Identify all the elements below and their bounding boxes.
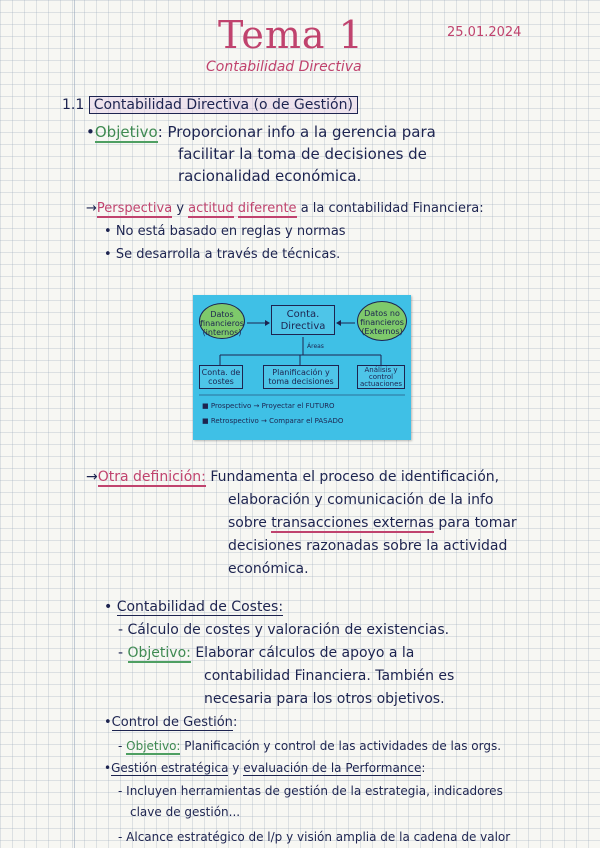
conta-costes-box: Conta. de costes (199, 365, 243, 389)
otra-definicion-line-3 (228, 514, 517, 532)
gestion-item-1-line-1: - Incluyen herramientas de gestión de la estrategia, indicadores (118, 784, 503, 798)
section-number: 1.1 (62, 97, 85, 113)
perspectiva-line: →Perspectiva y actitud diferente a la contabilidad Financiera: (86, 201, 484, 216)
perspectiva-y: y (176, 201, 185, 216)
gestion-item-1-text-1: Incluyen herramientas de gestión de la estrategia, indicadores (126, 784, 503, 798)
control-heading: •Control de Gestión: (104, 715, 238, 730)
objetivo-line-3: racionalidad económica. (178, 167, 362, 185)
areas-label: Áreas (307, 343, 324, 350)
control-heading-text: Control de Gestión (111, 715, 233, 730)
costes-objetivo-label: Objetivo: (127, 645, 191, 661)
otra-definicion-para-tomar: para tomar (438, 515, 517, 531)
gestion-heading-1: Gestión estratégica (111, 761, 229, 775)
otra-definicion-text-1: Fundamenta el proceso de identificación, (210, 469, 500, 485)
costes-item-1: Cálculo de costes y valoración de existencias. (127, 622, 450, 638)
otra-definicion-line-5: económica. (228, 561, 309, 577)
actitud-label: actitud (188, 201, 234, 216)
perspectiva-label: Perspectiva (96, 201, 173, 216)
conta-directiva-box: Conta. Directiva (271, 305, 335, 335)
gestion-item-2-text: Alcance estratégico de l/p y visión amplia de la cadena de valor (126, 830, 511, 844)
otra-definicion-line-2: elaboración y comunicación de la info (228, 492, 494, 508)
section-heading (62, 96, 358, 114)
gestion-heading-y: y (232, 761, 240, 775)
objetivo-label: Objetivo (94, 123, 158, 141)
transacciones-externas: transacciones externas (271, 515, 434, 531)
page-subtitle: Contabilidad Directiva (206, 59, 362, 75)
objetivo-text-1: Proporcionar info a la gerencia para (167, 123, 436, 141)
objetivo-line-2: facilitar la toma de decisiones de (178, 145, 427, 163)
otra-definicion-line-4: decisiones razonadas sobre la actividad (228, 538, 508, 554)
costes-heading-text: Contabilidad de Costes: (116, 599, 284, 615)
list-item: • No está basado en reglas y normas (104, 224, 346, 239)
datos-no-financieros-oval: Datos no financieros (Externos) (357, 301, 407, 341)
costes-objetivo-line-3: necesaria para los otros objetivos. (204, 691, 445, 707)
otra-definicion-line-1: →Otra definición: Fundamenta el proceso de identificación, (86, 469, 500, 485)
gestion-item-2: - Alcance estratégico de l/p y visión amplia de la cadena de valor (118, 830, 511, 844)
control-objetivo-label: Objetivo: (126, 739, 181, 753)
legend-prospectivo: ■ Prospectivo → Proyectar el FUTURO (202, 402, 335, 410)
legend-retrospectivo: ■ Retrospectivo → Comparar el PASADO (202, 417, 344, 425)
control-objetivo-line: - Objetivo: Planificación y control de las actividades de las orgs. (118, 739, 502, 753)
control-objetivo-text: Planificación y control de las actividades de las orgs. (184, 739, 502, 753)
list-item: • Se desarrolla a través de técnicas. (104, 247, 341, 262)
perspectiva-bullet-2: Se desarrolla a través de técnicas. (115, 247, 341, 262)
costes-objetivo-line-1: - Objetivo: Elaborar cálculos de apoyo a la (118, 645, 415, 661)
costes-heading: • Contabilidad de Costes: (104, 599, 284, 615)
gestion-heading: •Gestión estratégica y evaluación de la Performance: (104, 761, 426, 775)
otra-definicion-label: Otra definición: (97, 469, 206, 485)
analisis-box: Análisis y control actuaciones (357, 365, 405, 389)
contabilidad-diagram (193, 295, 411, 440)
otra-definicion-sobre: sobre (228, 515, 267, 531)
planificacion-box: Planificación y toma decisiones (263, 365, 339, 389)
perspectiva-rest: a la contabilidad Financiera: (300, 201, 484, 216)
page-date: 25.01.2024 (447, 25, 522, 40)
costes-objetivo-text-1: Elaborar cálculos de apoyo a la (195, 645, 415, 661)
objetivo-line-1: •Objetivo: Proporcionar info a la gerencia para (86, 123, 436, 141)
list-item: - Cálculo de costes y valoración de existencias. (118, 622, 450, 638)
gestion-heading-3: evaluación de la Performance (243, 761, 422, 775)
costes-objetivo-line-2: contabilidad Financiera. También es (204, 668, 455, 684)
section-title: Contabilidad Directiva (o de Gestión) (89, 96, 358, 114)
notebook-margin-line (74, 0, 75, 848)
gestion-item-1-line-2: clave de gestión... (130, 805, 241, 819)
page-title: Tema 1 (218, 13, 364, 57)
perspectiva-bullet-1: No está basado en reglas y normas (115, 224, 346, 239)
diferente-label: diferente (237, 201, 297, 216)
datos-financieros-oval: Datos financieros (internos) (199, 303, 245, 339)
